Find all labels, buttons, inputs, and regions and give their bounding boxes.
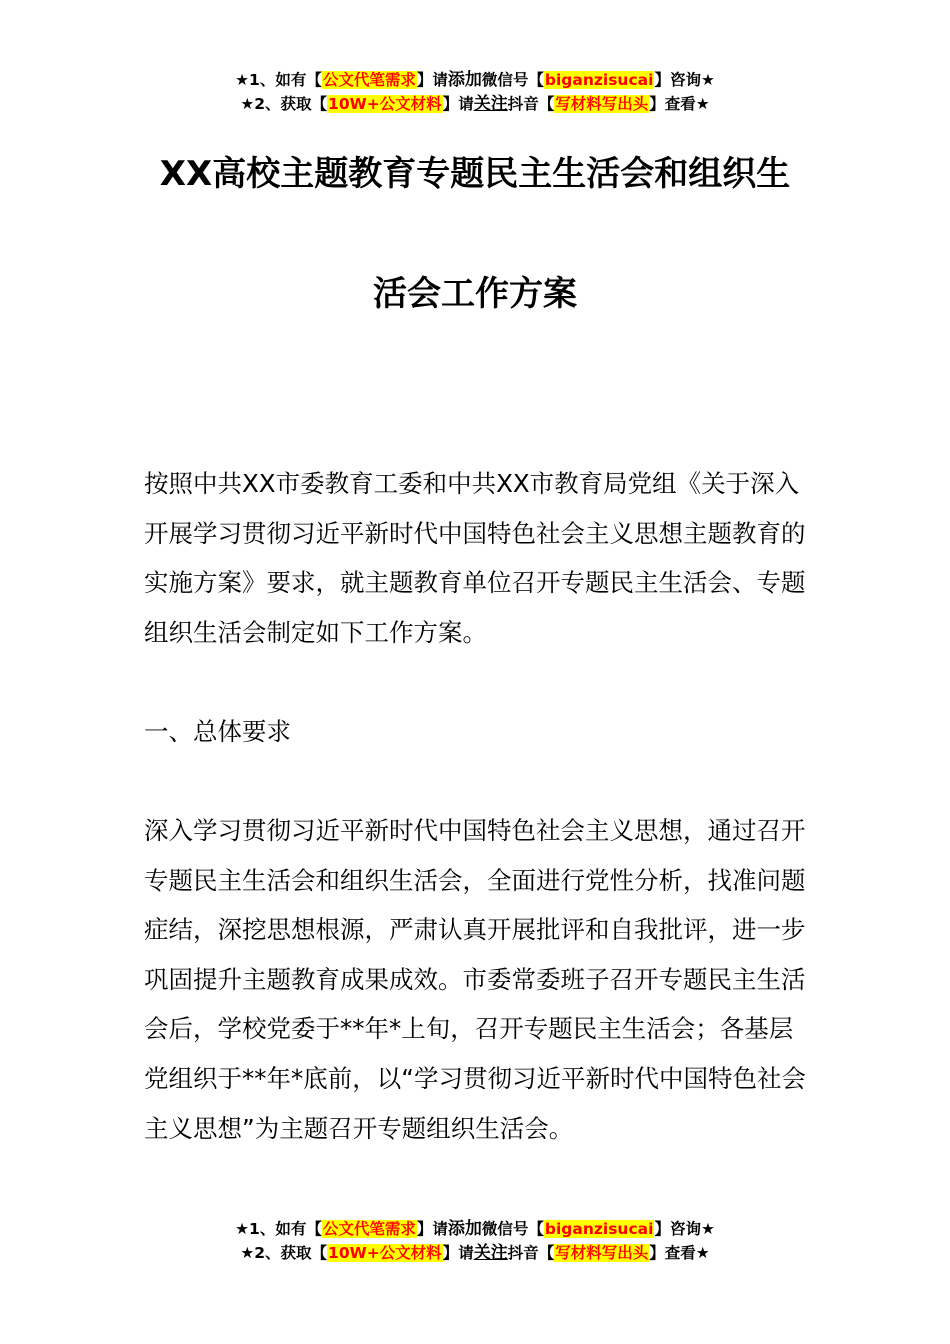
promo-banner-bottom xyxy=(0,1217,950,1265)
promo-text: ★2、获取【 xyxy=(240,1244,328,1262)
promo-text: 】请 xyxy=(442,95,474,113)
promo-emphasis: 添加 xyxy=(447,70,482,90)
promo-text: 抖音【 xyxy=(507,95,555,113)
intro-paragraph: 按照中共XX市委教育工委和中共XX市教育局党组《关于深入开展学习贯彻习近平新时代中国特色社会主义思想主题教育的实施方案》要求，就主题教育单位召开专题民主生活会、专题组织生活会制定如下工作方案。 xyxy=(144,469,806,647)
promo-line-1 xyxy=(0,68,950,92)
promo-text: 】查看★ xyxy=(649,1244,710,1262)
promo-line-1 xyxy=(0,1217,950,1241)
promo-text: 】请 xyxy=(416,71,448,89)
promo-emphasis: 关注 xyxy=(473,94,508,114)
promo-text: 抖音【 xyxy=(507,1244,555,1262)
promo-banner-top xyxy=(0,68,950,116)
promo-text: 】请 xyxy=(416,1220,448,1238)
promo-highlight: 10W+公文材料 xyxy=(328,95,442,113)
promo-emphasis: 关注 xyxy=(473,1243,508,1263)
section-paragraph: 深入学习贯彻习近平新时代中国特色社会主义思想，通过召开专题民主生活会和组织生活会，全面进行党性分析，找准问题症结，深挖思想根源，严肃认真开展批评和自我批评，进一步巩固提升主题教育成果成效。市委常委班子召开专题民主生活会后，学校党委于**年*上旬，召开专题民主生活会；各基层党组织于**年*底前，以“学习贯彻习近平新时代中国特色社会主义思想”为主题召开专题组织生活会。 xyxy=(144,816,806,1143)
document-title-line-2: 活会工作方案 xyxy=(373,274,577,314)
promo-emphasis: 添加 xyxy=(447,1219,482,1239)
promo-wechat-id: biganzisucai xyxy=(544,1220,654,1238)
promo-text: 】请 xyxy=(442,1244,474,1262)
promo-text: ★2、获取【 xyxy=(240,95,328,113)
promo-text: 】咨询★ xyxy=(654,1220,715,1238)
promo-highlight: 公文代笔需求 xyxy=(322,71,416,89)
promo-highlight: 10W+公文材料 xyxy=(328,1244,442,1262)
promo-line-2 xyxy=(0,92,950,116)
promo-text: 微信号【 xyxy=(481,1220,544,1238)
promo-text: 】咨询★ xyxy=(654,71,715,89)
promo-highlight: 公文代笔需求 xyxy=(322,1220,416,1238)
promo-douyin-id: 写材料写出头 xyxy=(555,95,649,113)
promo-wechat-id: biganzisucai xyxy=(544,71,654,89)
promo-douyin-id: 写材料写出头 xyxy=(555,1244,649,1262)
promo-text: ★1、如有【 xyxy=(235,71,322,89)
document-title-line-1: XX高校主题教育专题民主生活会和组织生 xyxy=(159,154,791,194)
promo-text: 微信号【 xyxy=(481,71,544,89)
promo-text: 】查看★ xyxy=(649,95,710,113)
section-heading: 一、总体要求 xyxy=(144,717,291,746)
promo-text: ★1、如有【 xyxy=(235,1220,322,1238)
promo-line-2 xyxy=(0,1241,950,1265)
